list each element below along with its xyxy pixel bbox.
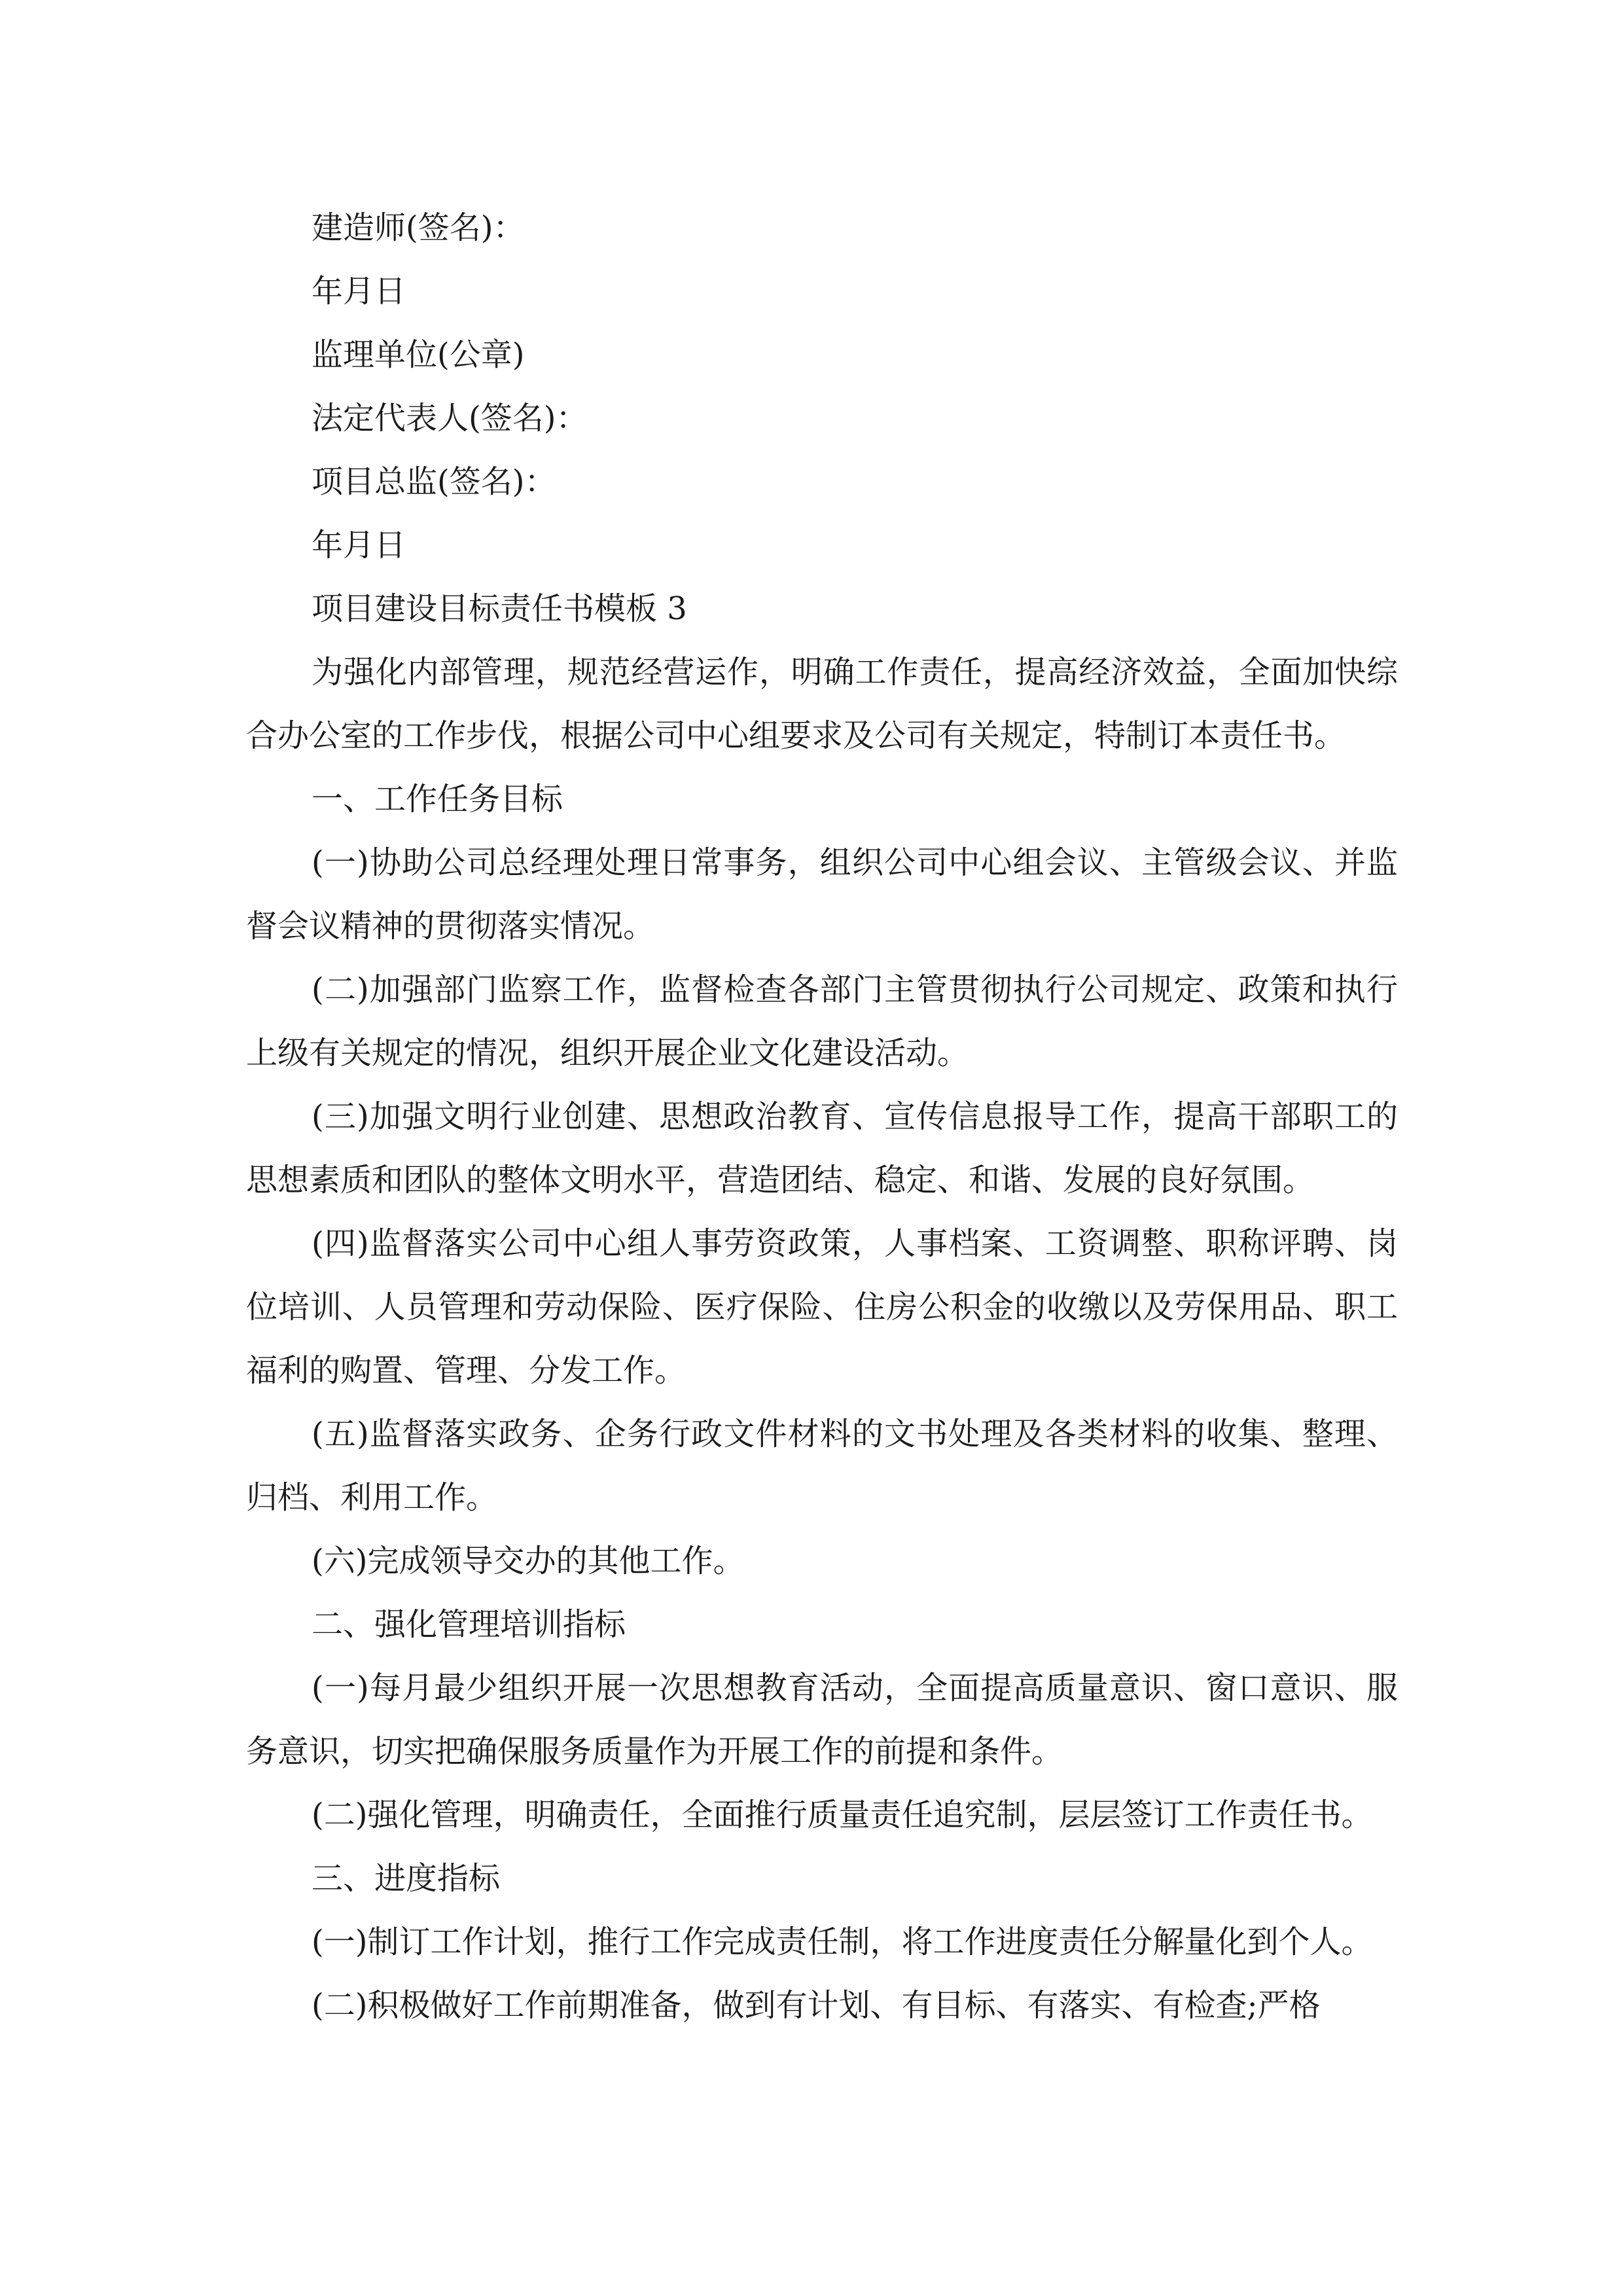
document-body xyxy=(246,196,1398,2037)
list-item: (三)加强文明行业创建、思想政治教育、宣传信息报导工作，提高干部职工的思想素质和团队的整体文明水平，营造团结、稳定、和谐、发展的良好氛围。 xyxy=(246,1098,1398,1198)
section-heading-3: 三、进度指标 xyxy=(312,1860,501,1897)
intro-paragraph: 为强化内部管理，规范经营运作，明确工作责任，提高经济效益，全面加快综合办公室的工作步伐，根据公司中心组要求及公司有关规定，特制订本责任书。 xyxy=(246,654,1398,754)
section-heading-1: 一、工作任务目标 xyxy=(312,781,563,817)
date-line: 年月日 xyxy=(312,527,406,564)
supervision-unit-seal-line: 监理单位(公章) xyxy=(312,336,525,373)
project-chief-supervisor-signature-line: 项目总监(签名)： xyxy=(312,463,556,500)
list-item: (四)监督落实公司中心组人事劳资政策，人事档案、工资调整、职称评聘、岗位培训、人员管理和劳动保险、医疗保险、住房公积金的收缴以及劳保用品、职工福利的购置、管理、分发工作。 xyxy=(246,1225,1398,1389)
list-item: (六)完成领导交办的其他工作。 xyxy=(312,1543,745,1579)
list-item: (二)强化管理，明确责任，全面推行质量责任追究制，层层签订工作责任书。 xyxy=(312,1797,1373,1833)
section-heading-2: 二、强化管理培训指标 xyxy=(312,1606,626,1643)
list-item: (二)加强部门监察工作，监督检查各部门主管贯彻执行公司规定、政策和执行上级有关规定的情况，组织开展企业文化建设活动。 xyxy=(246,971,1398,1071)
list-item: (五)监督落实政务、企务行政文件材料的文书处理及各类材料的收集、整理、归档、利用工作。 xyxy=(246,1416,1398,1516)
template-title: 项目建设目标责任书模板 3 xyxy=(312,590,687,627)
list-item: (一)制订工作计划，推行工作完成责任制，将工作进度责任分解量化到个人。 xyxy=(312,1924,1373,1960)
date-line: 年月日 xyxy=(312,273,406,310)
builder-signature-line: 建造师(签名)： xyxy=(312,209,525,246)
list-item: (一)每月最少组织开展一次思想教育活动，全面提高质量意识、窗口意识、服务意识，切实把确保服务质量作为开展工作的前提和条件。 xyxy=(246,1670,1398,1770)
list-item: (一)协助公司总经理处理日常事务，组织公司中心组会议、主管级会议、并监督会议精神的贯彻落实情况。 xyxy=(246,844,1398,944)
list-item: (二)积极做好工作前期准备，做到有计划、有目标、有落实、有检查;严格 xyxy=(312,1987,1321,2024)
legal-representative-signature-line: 法定代表人(签名)： xyxy=(312,400,588,437)
